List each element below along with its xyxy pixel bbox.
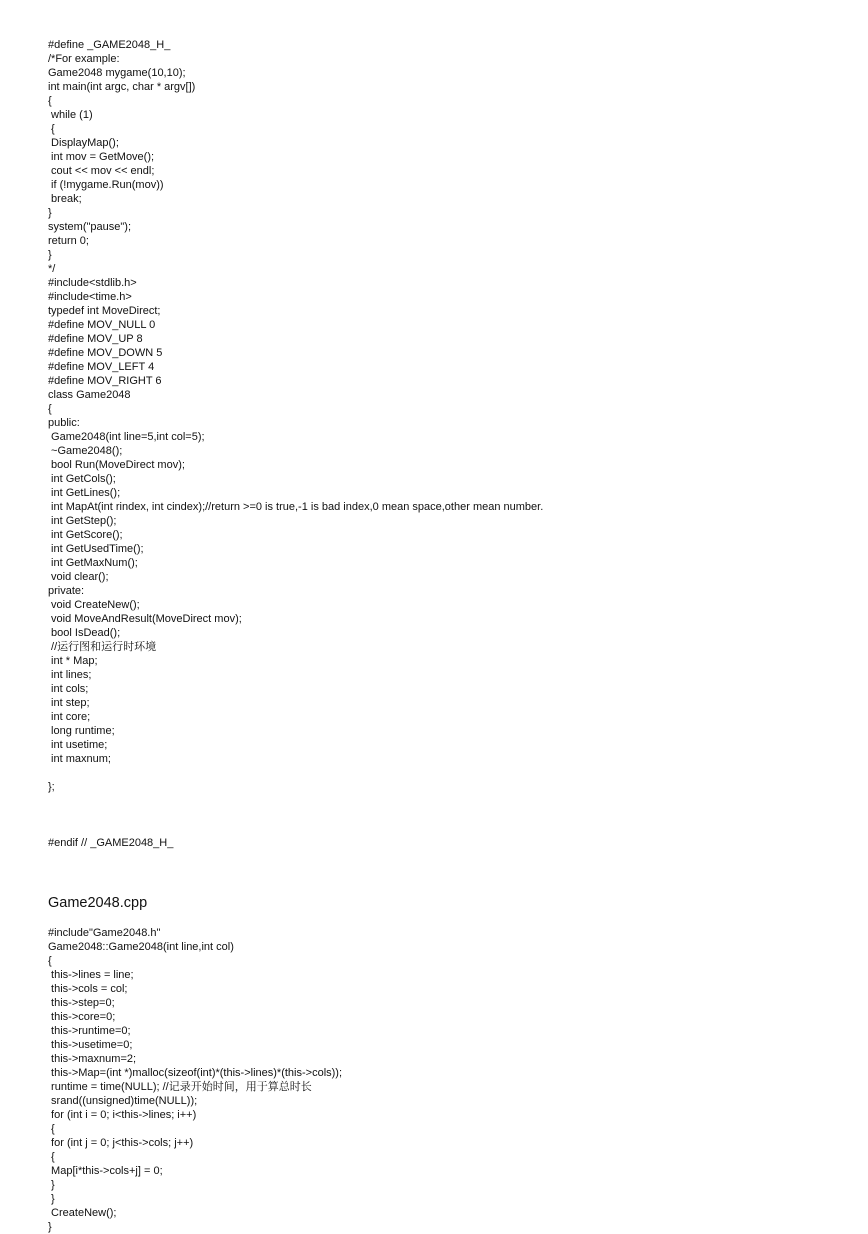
- code-line: ~Game2048();: [48, 445, 123, 457]
- code-line: int GetStep();: [48, 515, 117, 527]
- code-line: #define MOV_RIGHT 6: [48, 375, 162, 387]
- code-line: }: [48, 207, 52, 219]
- code-line: DisplayMap();: [48, 137, 119, 149]
- code-line: */: [48, 263, 56, 275]
- code-line: this->step=0;: [48, 997, 115, 1009]
- code-line: {: [48, 95, 52, 107]
- code-line: }: [48, 1193, 55, 1205]
- endif-code-line: [48, 808, 848, 878]
- code-line: for (int i = 0; i<this->lines; i++): [48, 1109, 197, 1121]
- code-line: int GetScore();: [48, 529, 123, 541]
- section-heading-game2048-cpp: Game2048.cpp: [48, 895, 148, 911]
- code-line: int usetime;: [48, 739, 108, 751]
- cpp-code-block: [48, 926, 848, 1234]
- code-line: this->Map=(int *)malloc(sizeof(int)*(this->lines)*(this->cols));: [48, 1067, 343, 1079]
- code-line: int GetUsedTime();: [48, 543, 144, 555]
- code-line: #include<stdlib.h>: [48, 277, 137, 289]
- code-line: cout << mov << endl;: [48, 165, 155, 177]
- code-line: #define MOV_UP 8: [48, 333, 143, 345]
- code-line: this->usetime=0;: [48, 1039, 133, 1051]
- code-line: }: [48, 249, 52, 261]
- code-line: };: [48, 781, 55, 793]
- code-line: #define MOV_DOWN 5: [48, 347, 163, 359]
- code-line: srand((unsigned)time(NULL));: [48, 1095, 198, 1107]
- code-line: int MapAt(int rindex, int cindex);//return >=0 is true,-1 is bad index,0 mean space,other mean number.: [48, 501, 544, 513]
- code-line: }: [48, 1179, 55, 1191]
- code-line: this->runtime=0;: [48, 1025, 131, 1037]
- code-line: Game2048 mygame(10,10);: [48, 67, 186, 79]
- code-line: CreateNew();: [48, 1207, 117, 1219]
- code-line: void MoveAndResult(MoveDirect mov);: [48, 613, 242, 625]
- code-line: for (int j = 0; j<this->cols; j++): [48, 1137, 194, 1149]
- code-line: int cols;: [48, 683, 89, 695]
- code-line: {: [48, 955, 52, 967]
- code-line: runtime = time(NULL); //记录开始时间，用于算总时长: [48, 1081, 312, 1093]
- code-line: bool Run(MoveDirect mov);: [48, 459, 185, 471]
- header-code-block: [48, 38, 848, 794]
- code-line: void clear();: [48, 571, 109, 583]
- code-line: return 0;: [48, 235, 89, 247]
- code-line: int core;: [48, 711, 91, 723]
- code-line: #include"Game2048.h": [48, 927, 161, 939]
- code-line: this->core=0;: [48, 1011, 116, 1023]
- code-line: int main(int argc, char * argv[]): [48, 81, 196, 93]
- code-line: int GetCols();: [48, 473, 116, 485]
- code-line: if (!mygame.Run(mov)): [48, 179, 164, 191]
- code-line: {: [48, 1123, 55, 1135]
- code-line: void CreateNew();: [48, 599, 140, 611]
- code-line: int maxnum;: [48, 753, 111, 765]
- code-line: int GetMaxNum();: [48, 557, 138, 569]
- code-line: #endif // _GAME2048_H_: [48, 837, 174, 849]
- code-line: class Game2048: [48, 389, 131, 401]
- code-line: system("pause");: [48, 221, 131, 233]
- code-line: /*For example:: [48, 53, 120, 65]
- code-line: Map[i*this->cols+j] = 0;: [48, 1165, 163, 1177]
- code-line: Game2048::Game2048(int line,int col): [48, 941, 234, 953]
- code-line: [48, 766, 848, 780]
- code-line: //运行图和运行时环境: [48, 641, 157, 653]
- code-line: while (1): [48, 109, 93, 121]
- code-line: int GetLines();: [48, 487, 121, 499]
- code-line: int * Map;: [48, 655, 98, 667]
- code-line: this->cols = col;: [48, 983, 128, 995]
- code-line: typedef int MoveDirect;: [48, 305, 161, 317]
- code-line: int mov = GetMove();: [48, 151, 155, 163]
- code-line: this->maxnum=2;: [48, 1053, 137, 1065]
- code-line: public:: [48, 417, 80, 429]
- code-line: #define _GAME2048_H_: [48, 39, 171, 51]
- code-line: int step;: [48, 697, 90, 709]
- code-line: break;: [48, 193, 82, 205]
- code-line: }: [48, 1221, 52, 1233]
- code-line: Game2048(int line=5,int col=5);: [48, 431, 205, 443]
- code-line: #define MOV_NULL 0: [48, 319, 156, 331]
- code-line: int lines;: [48, 669, 92, 681]
- code-line: long runtime;: [48, 725, 115, 737]
- code-line: {: [48, 123, 55, 135]
- code-line: bool IsDead();: [48, 627, 121, 639]
- code-line: {: [48, 403, 52, 415]
- code-line: {: [48, 1151, 55, 1163]
- document-page: [48, 38, 848, 1234]
- code-line: #include<time.h>: [48, 291, 132, 303]
- code-line: #define MOV_LEFT 4: [48, 361, 155, 373]
- code-line: this->lines = line;: [48, 969, 134, 981]
- code-line: private:: [48, 585, 85, 597]
